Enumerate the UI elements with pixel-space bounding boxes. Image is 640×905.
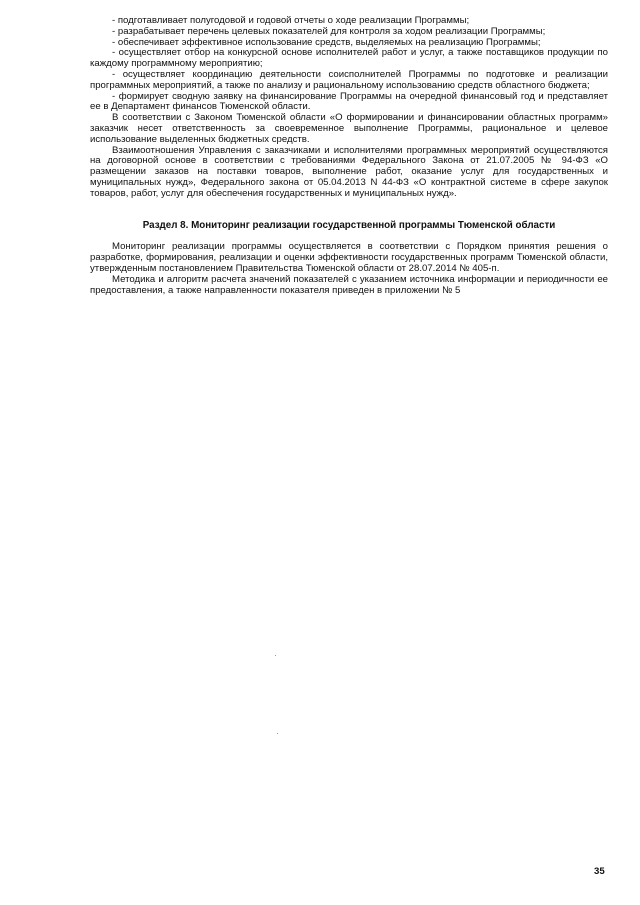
paragraph-monitoring: Мониторинг реализации программы осуществляется в соответствии с Порядком принятия решения о разработке, формирования, реализации и оценки эффективности государственных программ Тюменской области, утвержденным постановлением Правительства Тюменской области от 28.07.2014 № 405-п. (90, 241, 608, 274)
paragraph-responsibility: В соответствии с Законом Тюменской области «О формировании и финансировании областных программ» заказчик несет ответственность за своевременное выполнение Программы, рациональное и целевое использование выделенных бюджетных средств. (90, 112, 608, 145)
bullet-coordination: - осуществляет координацию деятельности соисполнителей Программы по подготовке и реализации программных мероприятий, а также по анализу и рациональному использованию средств областного бюджета; (90, 68, 608, 91)
bullet-selection: - осуществляет отбор на конкурсной основе исполнителей работ и услуг, а также поставщиков продукции по каждому программному мероприятию; (90, 47, 608, 70)
scan-speck (275, 655, 276, 656)
page-number: 35 (594, 866, 605, 877)
bullet-funding-request: - формирует сводную заявку на финансирование Программы на очередной финансовый год и представляет ее в Департамент финансов Тюменской области. (90, 90, 608, 113)
body-text (90, 16, 608, 296)
bullet-indicators: - разрабатывает перечень целевых показателей для контроля за ходом реализации Программы; (112, 25, 546, 37)
section-heading: Раздел 8. Мониторинг реализации государственной программы Тюменской области (142, 219, 556, 231)
bullet-efficiency: - обеспечивает эффективное использование средств, выделяемых на реализацию Программы; (112, 36, 541, 48)
scan-speck (277, 733, 278, 734)
paragraph-methodology: Методика и алгоритм расчета значений показателей с указанием источника информации и периодичности ее предоставления, а также направленности показателя приведен в приложении № 5 (90, 273, 608, 296)
paragraph-relations: Взаимоотношения Управления с заказчиками и исполнителями программных мероприятий осуществляются на договорной основе в соответствии с требованиями Федерального Закона от 21.07.2005 № 94-ФЗ «О размещении заказов на поставки товаров, выполнение работ, оказание услуг для государственных и муниципальных нужд», Федерального закона от 05.04.2013 N 44-ФЗ «О контрактной системе в сфере закупок товаров, работ, услуг для обеспечения государственных и муниципальных нужд». (90, 144, 608, 199)
bullet-reports: - подготавливает полугодовой и годовой отчеты о ходе реализации Программы; (112, 15, 470, 26)
